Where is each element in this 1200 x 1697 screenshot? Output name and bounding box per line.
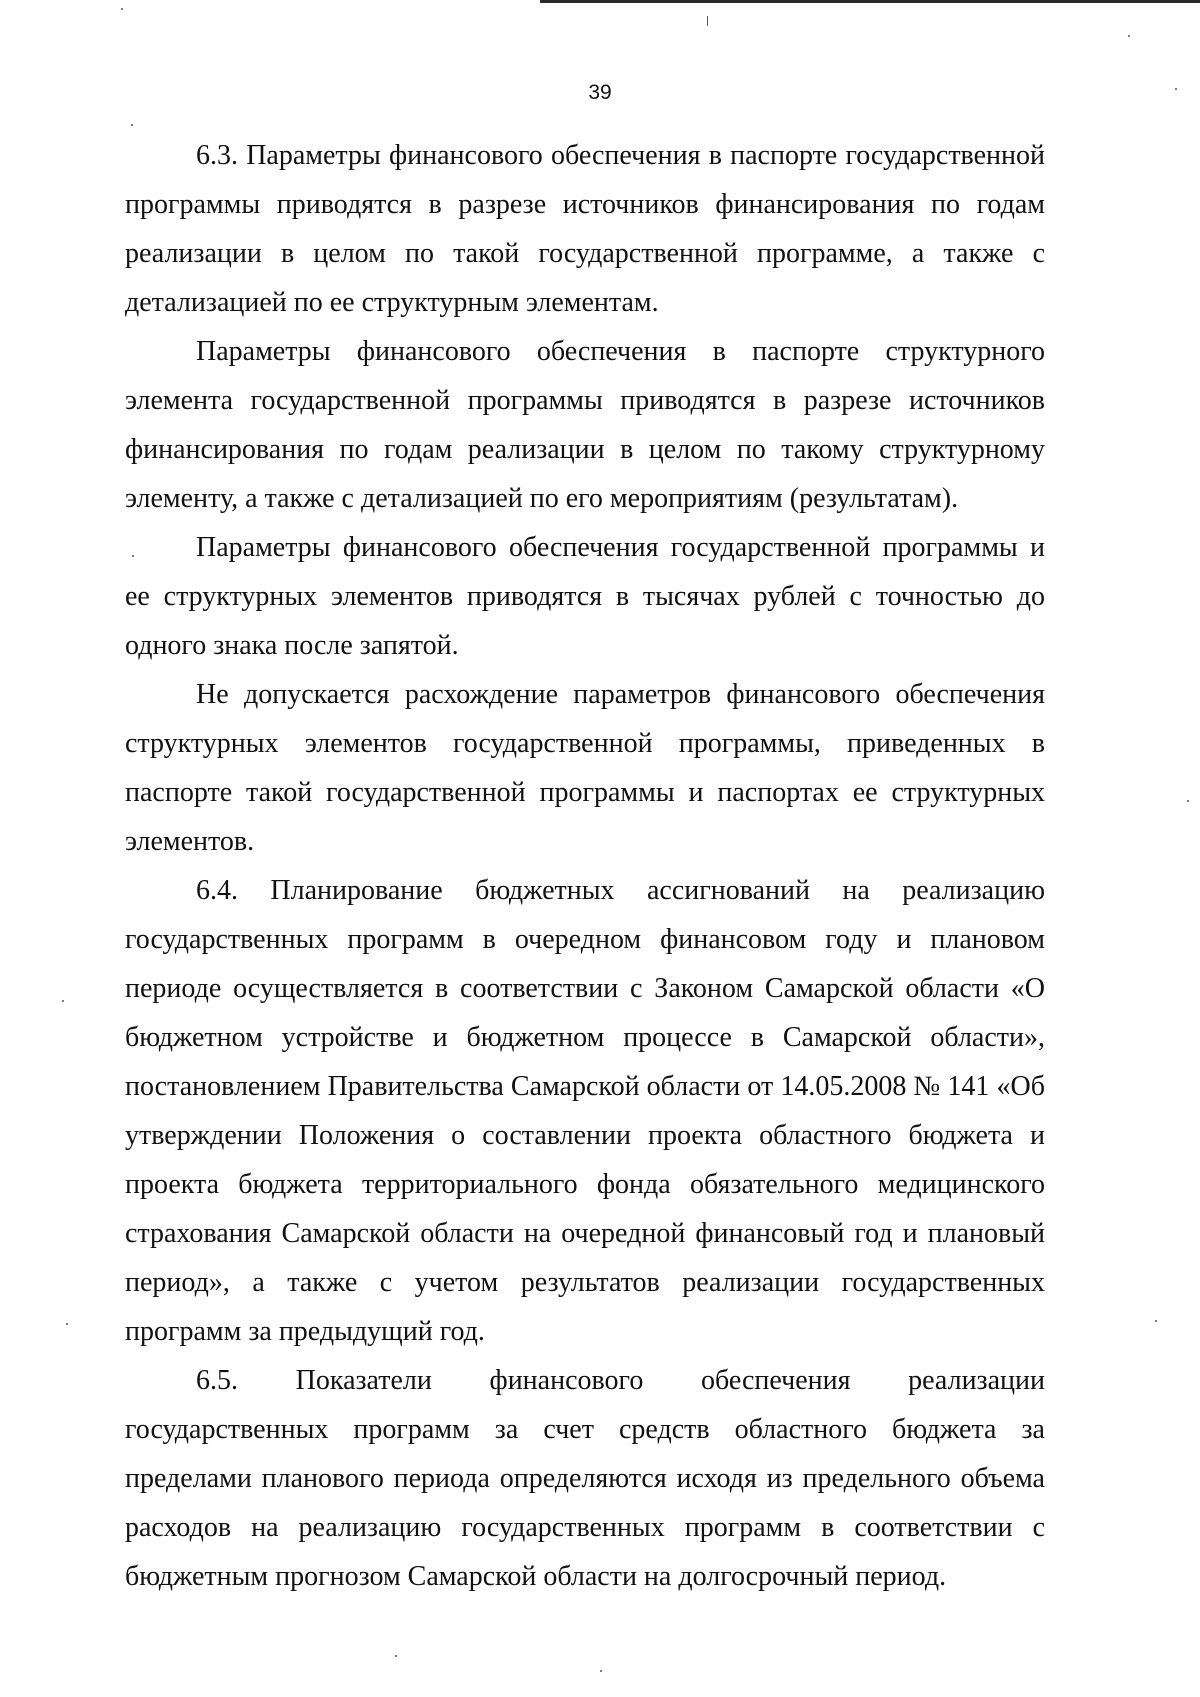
paragraph-structural-element-passport: Параметры финансового обеспечения в паспорте структурного элемента государственной программы приводятся в разрезе источников финансирования по годам реализации в целом по такому структурному элементу, а также с детализацией по его мероприятиям (результатам). — [125, 336, 1045, 514]
scan-speck — [1187, 800, 1189, 802]
scan-speck — [1155, 1320, 1157, 1322]
page-number: 39 — [588, 81, 612, 104]
paragraph-6-5: 6.5. Показатели финансового обеспечения реализации государственных программ за счет средств областного бюджета за пределами планового периода определяются исходя из предельного объема расходов на реализацию государственных программ в соответствии с бюджетным прогнозом Самарской области на долгосрочный период. — [125, 1365, 1045, 1592]
scan-speck — [131, 124, 133, 126]
paragraph-6-4: 6.4. Планирование бюджетных ассигнований на реализацию государственных программ в очередном финансовом году и плановом периоде осуществляется в соответствии с Законом Самарской области «О бюджетном устройстве и бюджетном процессе в Самарской области», постановлением Правительства Самарской области от 14.05.2008 № 141 «Об утверждении Положения о составлении проекта областного бюджета и проекта бюджета территориального фонда обязательного медицинского страхования Самарской области на очередной финансовый год и плановый период», а также с учетом результатов реализации государственных программ за предыдущий год. — [125, 875, 1045, 1347]
scan-speck — [62, 1000, 64, 1002]
scan-top-edge-line — [540, 0, 1200, 3]
scan-speck — [600, 1670, 602, 1672]
paragraph-thousands-rubles: Параметры финансового обеспечения государственной программы и ее структурных элементов приводятся в тысячах рублей с точностью до одного знака после запятой. — [125, 532, 1045, 661]
scan-speck — [1175, 88, 1177, 90]
scan-speck — [132, 555, 134, 557]
scan-speck — [1128, 35, 1130, 37]
paragraph-6-3: 6.3. Параметры финансового обеспечения в паспорте государственной программы приводятся в разрезе источников финансирования по годам реализации в целом по такой государственной программе, а также с детализацией по ее структурным элементам. — [125, 140, 1045, 318]
paragraph-no-discrepancy: Не допускается расхождение параметров финансового обеспечения структурных элементов государственной программы, приведенных в паспорте такой государственной программы и паспортах ее структурных элементов. — [125, 679, 1045, 857]
scan-speck — [121, 8, 123, 10]
scan-speck — [707, 16, 708, 26]
document-body — [125, 131, 1045, 1601]
scan-speck — [395, 1655, 397, 1657]
scan-speck — [66, 1323, 68, 1325]
